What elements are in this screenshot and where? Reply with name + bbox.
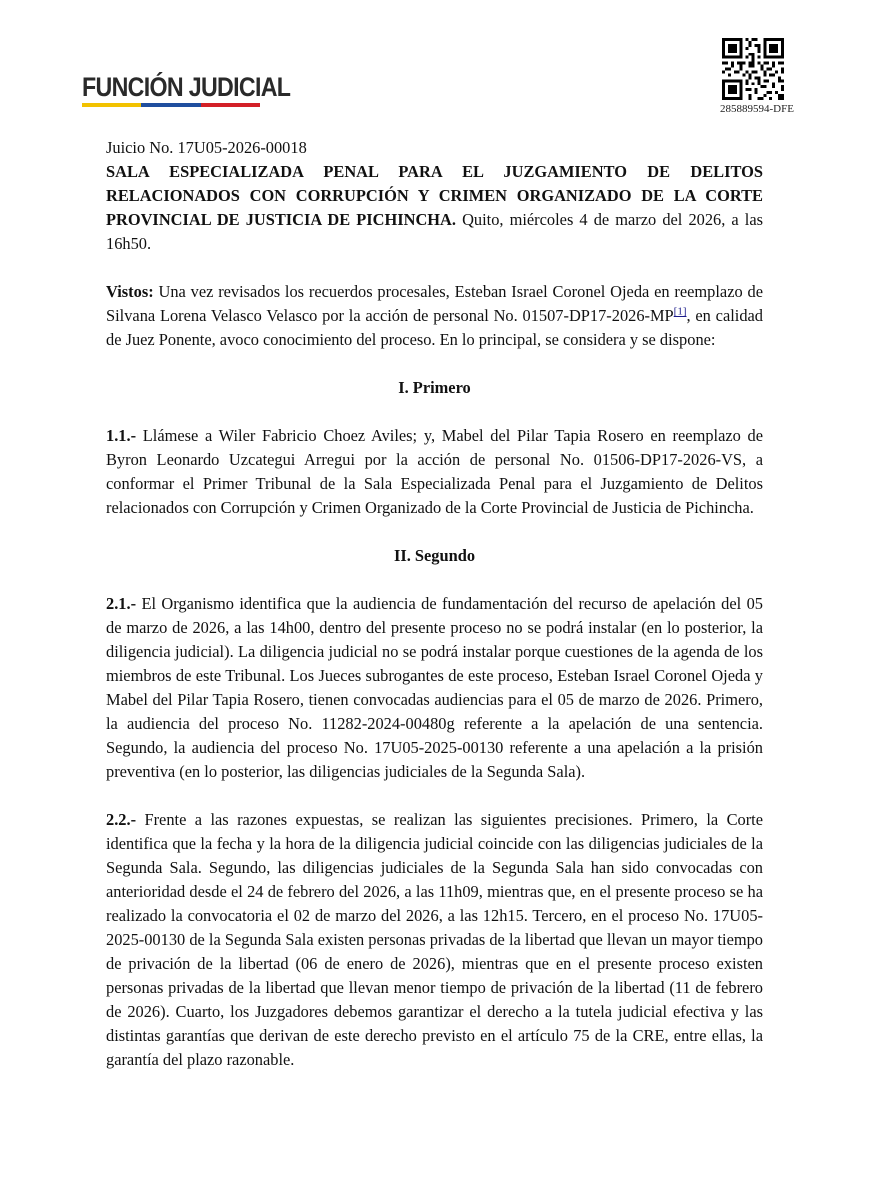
date-line: Quito, miércoles 4 de marzo del 2026, a las 16h50.	[106, 210, 763, 253]
paragraph-1-1-label: 1.1.-	[106, 426, 137, 445]
court-name: SALA ESPECIALIZADA PENAL PARA EL JUZGAMIENTO DE DELITOS RELACIONADOS CON CORRUPCIÓN Y CRIMEN ORGANIZADO DE LA CORTE PROVINCIAL DE JUSTICIA DE PICHINCHA.	[106, 162, 763, 229]
paragraph-2-1-text: El Organismo identifica que la audiencia de fundamentación del recurso de apelación del 05 de marzo de 2026, a las 14h00, dentro del presente proceso no se podrá instalar (en lo posterior, la diligencia judicial). La diligencia judicial no se podrá instalar porque cuestiones de la agenda de los miembros de este Tribunal. Los Jueces subrogantes de este proceso, Esteban Israel Coronel Ojeda y Mabel del Pilar Tapia Rosero, tienen convocadas audiencias para el 05 de marzo de 2026. Primero, la audiencia del proceso No. 11282-2024-00480g referente a la apelación de una sentencia. Segundo, la audiencia del proceso No. 17U05-2025-00130 referente a una apelación a la prisión preventiva (en lo posterior, las diligencias judiciales de la Segunda Sala).	[106, 594, 763, 781]
paragraph-2-1	[106, 592, 763, 784]
paragraph-2-2-text: Frente a las razones expuestas, se realizan las siguientes precisiones. Primero, la Corte identifica que la fecha y la hora de la diligencia judicial coincide con las diligencias judiciales de la Segunda Sala. Segundo, las diligencias judiciales de la Segunda Sala han sido convocadas con anterioridad desde el 24 de febrero del 2026, a las 11h09, mientras que, en el presente proceso se ha realizado la convocatoria el 02 de marzo del 2026, a las 12h15. Tercero, en el proceso No. 17U05-2025-00130 de la Segunda Sala existen personas privadas de la libertad que llevan un mayor tiempo de privación de la libertad (06 de enero de 2026), mientras que en el presente proceso existen personas privadas de la libertad que llevan menor tiempo de privación de la libertad (11 de febrero de 2026). Cuarto, los Juzgadores debemos garantizar el derecho a la tutela judicial efectiva y las distintas garantías que derivan de este derecho previsto en el artículo 75 de la CRE, entre ellas, la garantía del plazo razonable.	[106, 810, 763, 1069]
vistos-label: Vistos:	[106, 282, 154, 301]
document-header	[0, 0, 869, 130]
document-body	[106, 136, 763, 1072]
logo-color-bar	[82, 103, 260, 107]
section-2-title: II. Segundo	[393, 546, 476, 565]
logo-bar-yellow	[82, 103, 141, 107]
vistos-paragraph	[106, 280, 763, 352]
section-1-title: I. Primero	[398, 378, 471, 397]
qr-code-icon	[722, 38, 784, 100]
footnote-link[interactable]: [1]	[673, 305, 687, 318]
logo-bar-red	[201, 103, 260, 107]
vistos-text-1: Una vez revisados los recuerdos procesales, Esteban Israel Coronel Ojeda en reemplazo de Silvana Lorena Velasco Velasco por la acción de personal No. 01507-DP17-2026-MP	[106, 282, 763, 325]
paragraph-2-2	[106, 808, 763, 1072]
paragraph-2-2-label: 2.2.-	[106, 810, 137, 829]
funcion-judicial-logo: FUNCIÓN JUDICIAL	[82, 72, 291, 102]
logo-bar-blue	[141, 103, 200, 107]
paragraph-1-1-text: Llámese a Wiler Fabricio Choez Aviles; y, Mabel del Pilar Tapia Rosero en reemplazo de Byron Leonardo Uzcategui Arregui por la acción de personal No. 01506-DP17-2026-VS, a conformar el Primer Tribunal de la Sala Especializada Penal para el Juzgamiento de Delitos relacionados con Corrupción y Crimen Organizado de la Corte Provincial de Justicia de Pichincha.	[106, 426, 763, 517]
case-header	[106, 136, 763, 256]
case-number: Juicio No. 17U05-2026-00018	[106, 138, 307, 157]
qr-code-label: 285889594-DFE	[720, 103, 794, 115]
paragraph-1-1	[106, 424, 763, 520]
paragraph-2-1-label: 2.1.-	[106, 594, 137, 613]
vistos-text-2: , en calidad de Juez Ponente, avoco conocimiento del proceso. En lo principal, se considera y se dispone:	[106, 306, 763, 349]
